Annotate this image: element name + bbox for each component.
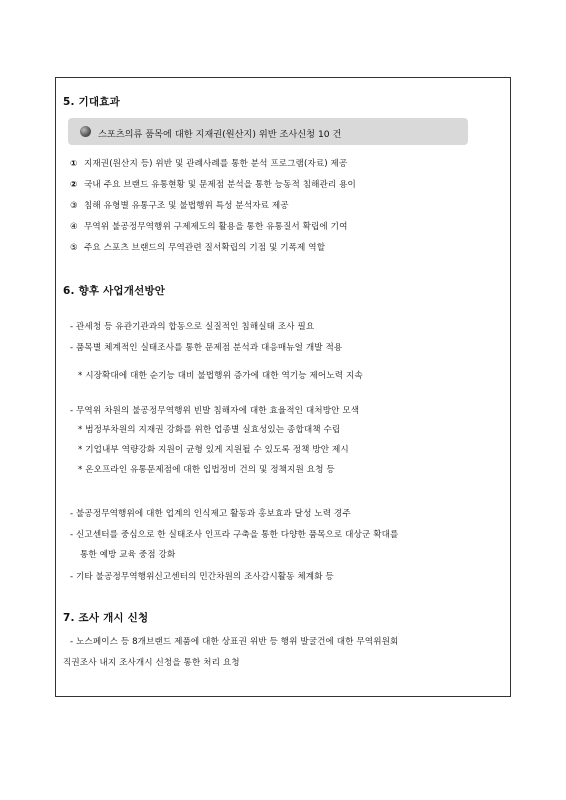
sphere-bullet-icon xyxy=(80,126,91,137)
document-frame xyxy=(55,77,511,697)
section-7-title: 7. 조사 개시 신청 xyxy=(63,612,149,624)
section-6-title: 6. 향후 사업개선방안 xyxy=(63,285,166,297)
request-line-continued: 직권조사 내지 조사개시 신청을 통한 처리 요청 xyxy=(63,658,240,668)
item-number: ③ xyxy=(70,201,78,211)
improvement-line: - 무역위 차원의 불공정무역행위 빈발 침해자에 대한 효율적인 대처방안 모색 xyxy=(70,406,360,416)
improvement-subline: * 범정부차원의 지재권 강화를 위한 업종별 실효성있는 종합대책 수립 xyxy=(78,425,341,435)
improvement-line: - 관세청 등 유관기관과의 합동으로 실질적인 침해실태 조사 필요 xyxy=(70,322,315,332)
item-text: 지재권(원산지 등) 위반 및 관례사례를 통한 분석 프로그램(자료) 제공 xyxy=(84,159,348,169)
expected-effect-item xyxy=(70,220,347,232)
request-line: - 노스페이스 등 8개브랜드 제품에 대한 상표권 위반 등 행위 발굴건에 대한 무역위원회 xyxy=(70,637,399,647)
expected-effect-item xyxy=(70,241,325,253)
item-text: 주요 스포츠 브랜드의 무역관련 질서확립의 기점 및 기폭제 역할 xyxy=(84,243,326,253)
item-text: 무역위 불공정무역행위 구제제도의 활용을 통한 유통질서 확립에 기여 xyxy=(84,222,348,232)
expected-effect-item xyxy=(70,199,289,211)
item-number: ② xyxy=(70,180,78,190)
improvement-line: - 기타 불공정무역행위신고센터의 민간차원의 조사감시활동 체계화 등 xyxy=(70,572,334,582)
item-number: ④ xyxy=(70,222,78,232)
improvement-line: - 품목별 체계적인 실태조사를 통한 문제점 분석과 대응매뉴얼 개발 적용 xyxy=(70,343,343,353)
item-text: 국내 주요 브랜드 유통현황 및 문제점 분석을 통한 능동적 침해관리 용이 xyxy=(84,180,356,190)
improvement-subline: * 시장확대에 대한 순기능 대비 불법행위 증가에 대한 역기능 제어노력 지속 xyxy=(78,371,363,381)
item-text: 침해 유형별 유통구조 및 불법행위 특성 분석자료 제공 xyxy=(84,201,289,211)
highlight-text: 스포츠의류 품목에 대한 지재권(원산지) 위반 조사신청 10 건 xyxy=(98,129,342,140)
section-5-title: 5. 기대효과 xyxy=(63,96,120,108)
improvement-subline: * 기업내부 역량강화 지원이 균형 있게 지원될 수 있도록 정책 방안 제시 xyxy=(78,445,349,455)
expected-effect-item xyxy=(70,178,356,190)
improvement-line-continued: 통한 예방 교육 중점 강화 xyxy=(80,550,176,560)
improvement-subline: * 온오프라인 유통문제점에 대한 입법정비 건의 및 정책지원 요청 등 xyxy=(78,465,335,475)
item-number: ⑤ xyxy=(70,243,78,253)
item-number: ① xyxy=(70,159,78,169)
improvement-line: - 신고센터를 중심으로 한 실태조사 인프라 구축을 통한 다양한 품목으로 대상군 확대를 xyxy=(70,530,399,540)
expected-effect-item xyxy=(70,157,347,169)
improvement-line: - 불공정무역행위에 대한 업계의 인식제고 활동과 홍보효과 달성 노력 경주 xyxy=(70,509,351,519)
